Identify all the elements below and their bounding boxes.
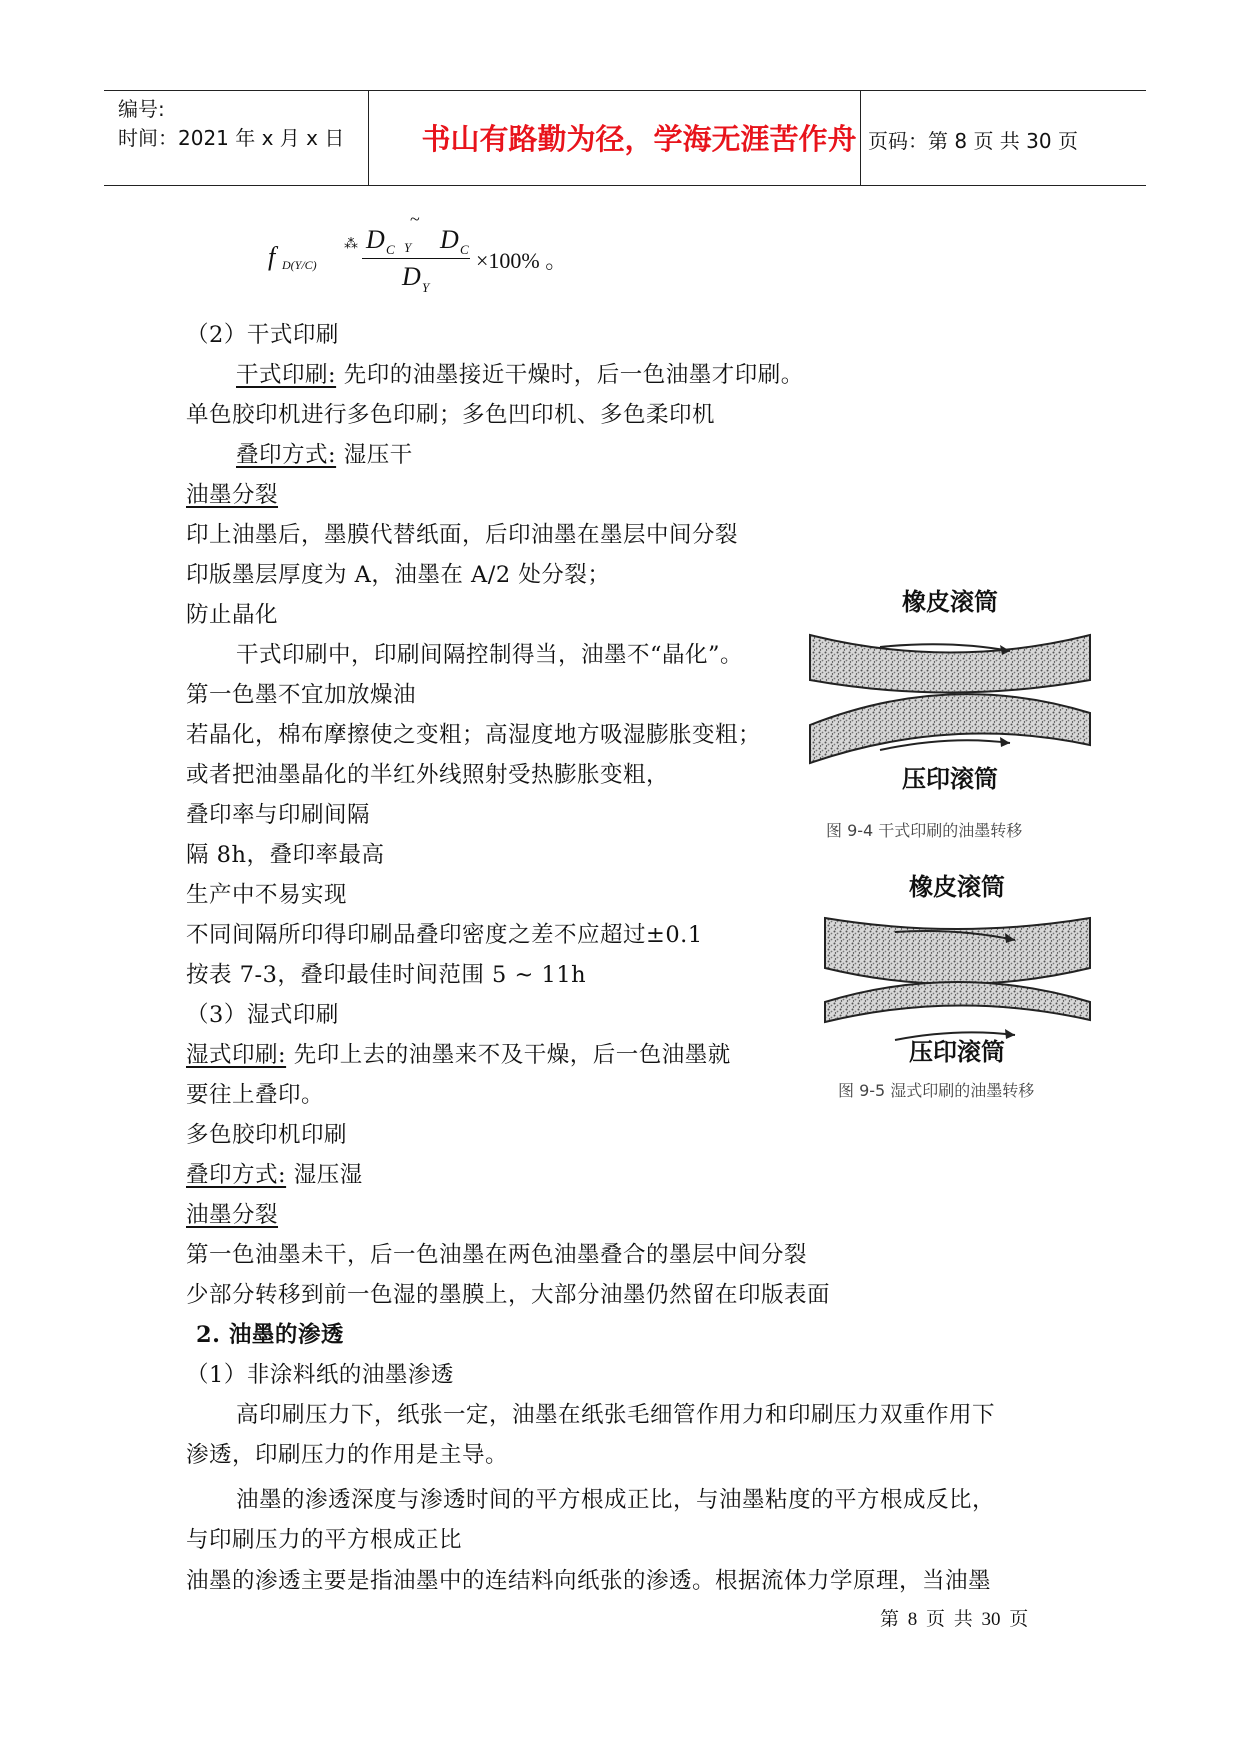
formula-den-sub: Y xyxy=(422,280,430,295)
wet-print-label: 湿式印刷: xyxy=(186,1042,287,1068)
body-line: 单色胶印机进行多色印刷；多色凹印机、多色柔印机 xyxy=(186,402,716,428)
figure-caption-9-4: 图 9-4 干式印刷的油墨转移 xyxy=(826,821,1023,840)
heading-wet-print: （3）湿式印刷 xyxy=(186,1002,339,1028)
fig1-top-label: 橡皮滚筒 xyxy=(902,588,998,616)
body-line: 生产中不易实现 xyxy=(186,882,348,908)
impression-cylinder-band xyxy=(825,982,1090,1022)
page-header xyxy=(104,90,1146,186)
fig1-bottom-label: 压印滚筒 xyxy=(902,765,998,793)
overprint-method-wet xyxy=(186,1157,363,1189)
formula-num-b: D xyxy=(440,225,459,254)
arrow-bottom xyxy=(880,740,1010,750)
page-footer: 第 8 页 共 30 页 xyxy=(880,1609,1029,1630)
body-line: 与印刷压力的平方根成正比 xyxy=(186,1527,463,1553)
wet-print-text: 先印上去的油墨来不及干燥，后一色油墨就 xyxy=(286,1042,731,1068)
overprint-method-text: 湿压干 xyxy=(336,442,413,468)
dry-print-text: 先印的油墨接近干燥时，后一色油墨才印刷。 xyxy=(336,362,804,388)
body-line: 或者把油墨晶化的半红外线照射受热膨胀变粗， xyxy=(186,762,670,788)
overprint-method-dry xyxy=(236,437,413,469)
body-line: 隔 8h，叠印率最高 xyxy=(186,842,385,868)
heading-ink-penetration: 2. 油墨的渗透 xyxy=(196,1322,344,1348)
blanket-cylinder-band xyxy=(825,918,1090,984)
body-line: 高印刷压力下，纸张一定，油墨在纸张毛细管作用力和印刷压力双重作用下 xyxy=(236,1402,996,1428)
formula-tilde: ~ xyxy=(410,209,420,229)
formula-den: D xyxy=(402,262,421,291)
subheading-ink-split: 油墨分裂 xyxy=(186,1202,279,1228)
body-line: 第一色墨不宜加放燥油 xyxy=(186,682,417,708)
body-line: 少部分转移到前一色湿的墨膜上，大部分油墨仍然留在印版表面 xyxy=(186,1282,831,1308)
overprint-method-text: 湿压湿 xyxy=(286,1162,363,1188)
body-line: 印上油墨后，墨膜代替纸面，后印油墨在墨层中间分裂 xyxy=(186,522,739,548)
body-line: 渗透，印刷压力的作用是主导。 xyxy=(186,1442,509,1468)
fraction-bar xyxy=(362,258,470,259)
body-line: 按表 7-3，叠印最佳时间范围 5 ~ 11h xyxy=(186,962,587,988)
body-line: 多色胶印机印刷 xyxy=(186,1122,348,1148)
figure-dry-transfer xyxy=(800,585,1100,795)
body-line: 要往上叠印。 xyxy=(186,1082,325,1108)
body-line: 印版墨层厚度为 A，油墨在 A/2 处分裂； xyxy=(186,562,611,588)
body-line: 油墨的渗透深度与渗透时间的平方根成正比，与油墨粘度的平方根成反比， xyxy=(236,1487,996,1513)
formula-tail: ×100% 。 xyxy=(476,248,568,273)
body-line: 若晶化，棉布摩擦使之变粗；高湿度地方吸湿膨胀变粗； xyxy=(186,722,762,748)
body-line: 防止晶化 xyxy=(186,602,279,628)
figure-caption-9-5: 图 9-5 湿式印刷的油墨转移 xyxy=(838,1081,1035,1100)
body-line: 叠印率与印刷间隔 xyxy=(186,802,371,828)
heading-uncoated-paper: （1）非涂料纸的油墨渗透 xyxy=(186,1362,454,1388)
serial-label: 编号: xyxy=(118,97,165,121)
formula-num-b-sub: C xyxy=(460,242,469,257)
impression-cylinder-band xyxy=(810,694,1090,763)
wet-print-definition xyxy=(186,1037,731,1069)
formula-lhs: f xyxy=(268,242,276,271)
body-line: 第一色油墨未干，后一色油墨在两色油墨叠合的墨层中间分裂 xyxy=(186,1242,808,1268)
time-label: 时间：2021 年 x 月 x 日 xyxy=(118,126,345,150)
header-divider-1 xyxy=(368,91,369,185)
fig2-bottom-label: 压印滚筒 xyxy=(909,1038,1005,1066)
header-page-info: 页码：第 8 页 共 30 页 xyxy=(868,129,1078,153)
dry-print-label: 干式印刷: xyxy=(236,362,337,388)
figure-wet-transfer xyxy=(815,870,1100,1070)
body-line: 干式印刷中，印刷间隔控制得当，油墨不“晶化”。 xyxy=(236,642,744,668)
subheading-ink-split: 油墨分裂 xyxy=(186,482,279,508)
body-line: 不同间隔所印得印刷品叠印密度之差不应超过±0.1 xyxy=(186,922,703,948)
formula-num-a-sub: C xyxy=(386,242,395,257)
fig2-top-label: 橡皮滚筒 xyxy=(909,873,1005,901)
dry-print-definition xyxy=(236,357,804,389)
formula-eq: ⁂ xyxy=(344,237,358,252)
overprint-method-label: 叠印方式: xyxy=(236,442,337,468)
header-meta xyxy=(118,95,344,153)
formula-num-mid: Y xyxy=(404,240,412,255)
body-line: 油墨的渗透主要是指油墨中的连结料向纸张的渗透。根据流体力学原理，当油墨 xyxy=(186,1568,992,1594)
formula-num-a: D xyxy=(366,225,385,254)
overprint-method-label: 叠印方式: xyxy=(186,1162,287,1188)
header-motto: 书山有路勤为径，学海无涯苦作舟 xyxy=(421,122,857,156)
heading-dry-print: （2）干式印刷 xyxy=(186,322,339,348)
formula-lhs-sub: D(Y/C) xyxy=(282,258,317,272)
